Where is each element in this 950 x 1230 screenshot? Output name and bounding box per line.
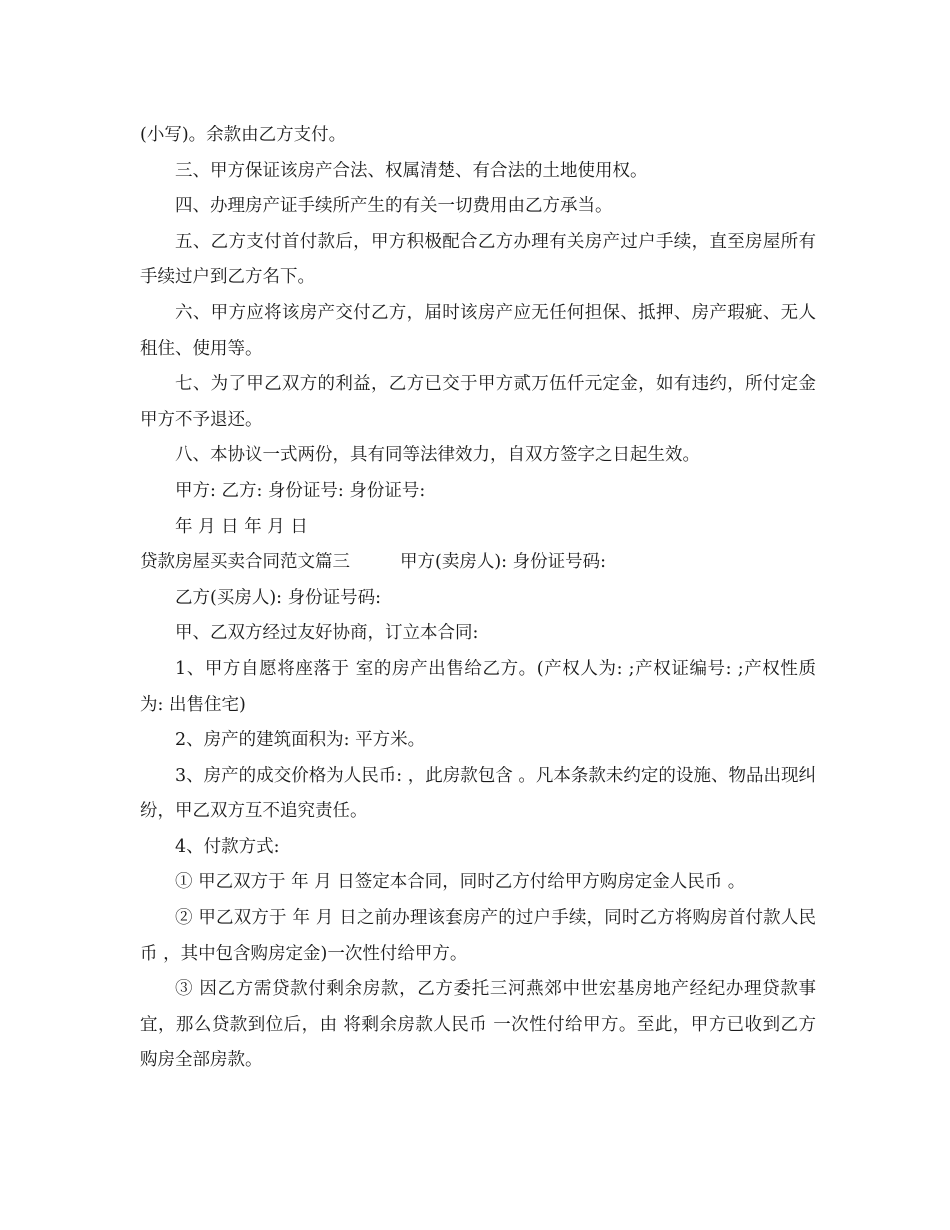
paragraph: 八、本协议一式两份，具有同等法律效力，自双方签字之日起生效。 [175, 445, 700, 466]
paragraph: 六、甲方应将该房产交付乙方，届时该房产应无任何担保、抵押、房产瑕疵、无人租住、使用等。 [140, 302, 816, 359]
paragraph: 五、乙方支付首付款后，甲方积极配合乙方办理有关房产过户手续，直至房屋所有手续过户到乙方名下。 [140, 231, 816, 288]
clause-2: 2、房产的建筑面积为: 平方米。 [175, 730, 426, 751]
clause-1: 1、甲方自愿将座落于 室的房产出售给乙方。(产权人为: ;产权证编号: ;产权性质为: 出售住宅) [140, 658, 816, 715]
paragraph: 甲、乙双方经过友好协商，订立本合同: [175, 623, 479, 644]
clause-4: 4、付款方式: [175, 836, 280, 857]
paragraph: 七、为了甲乙双方的利益，乙方已交于甲方贰万伍仟元定金，如有违约，所付定金甲方不予退还。 [140, 374, 816, 430]
paragraph: 三、甲方保证该房产合法、权属清楚、有合法的土地使用权。 [175, 160, 648, 181]
signature-dates: 年 月 日 年 月 日 [175, 516, 308, 537]
paragraph: (小写)。余款由乙方支付。 [140, 125, 347, 145]
clause-3: 3、房产的成交价格为人民币: ，此房款包含 。凡本条款未约定的设施、物品出现纠纷，甲乙双方互不追究责任。 [140, 765, 816, 822]
payment-item-2: ② 甲乙双方于 年 月 日之前办理该套房产的过户手续，同时乙方将购房首付款人民币 ，其中包含购房定金)一次性付给甲方。 [140, 908, 816, 964]
signature-labels: 甲方: 乙方: 身份证号: 身份证号: [175, 480, 426, 501]
section-heading [140, 545, 816, 581]
payment-item-1: ① 甲乙双方于 年 月 日签定本合同，同时乙方付给甲方购房定金人民币 。 [175, 872, 746, 893]
party-a-line: 甲方(卖房人): 身份证号码: [400, 552, 607, 573]
payment-item-3: ③ 因乙方需贷款付剩余房款，乙方委托三河燕郊中世宏基房地产经纪办理贷款事宜，那么贷款到位后，由 将剩余房款人民币 一次性付给甲方。至此，甲方已收到乙方购房全部房款。 [140, 979, 816, 1071]
party-b-line: 乙方(买房人): 身份证号码: [175, 587, 382, 608]
paragraph: 四、办理房产证手续所产生的有关一切费用由乙方承当。 [175, 196, 613, 217]
section-title: 贷款房屋买卖合同范文篇三 [140, 552, 350, 573]
document-body [140, 118, 816, 1079]
